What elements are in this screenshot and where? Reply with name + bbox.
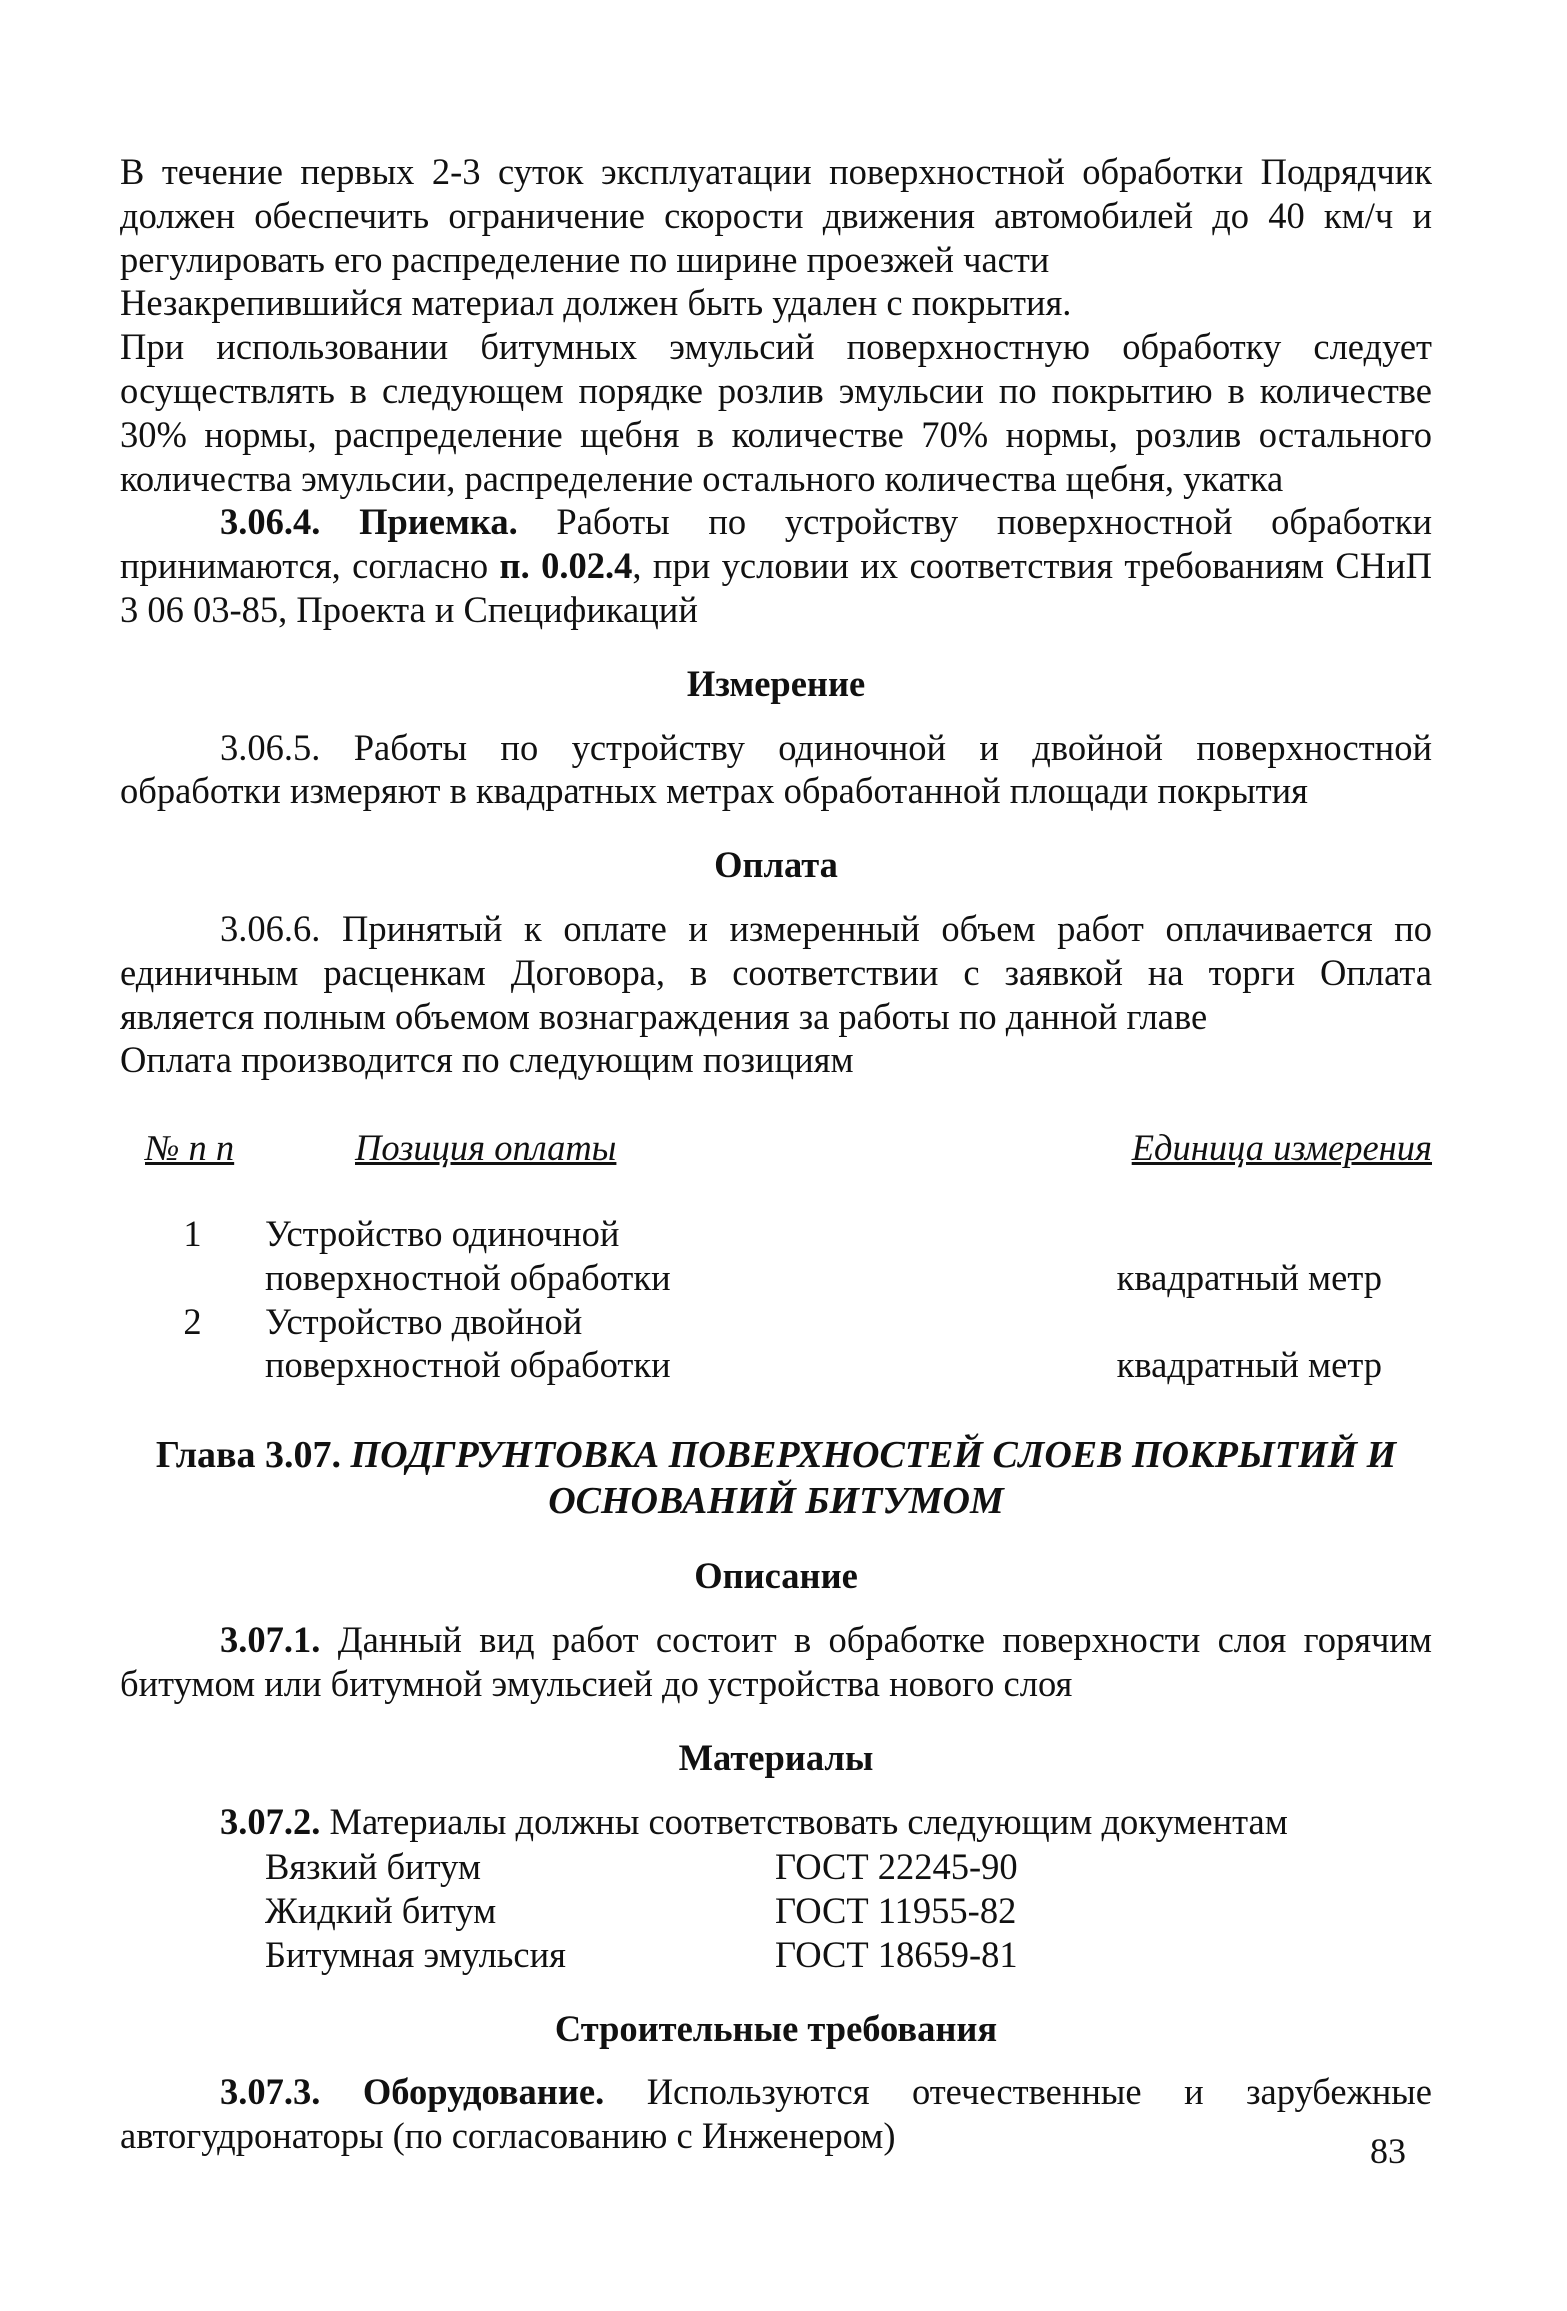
- section-heading-measurement: Измерение: [686, 662, 866, 704]
- list-item: [120, 1889, 1432, 1933]
- chapter-title: ПОДГРУНТОВКА ПОВЕРХНОСТЕЙ СЛОЕВ ПОКРЫТИЙ И ОСНОВАНИЙ БИТУМОМ: [350, 1434, 1397, 1522]
- clause-number: 3.06.6.: [220, 907, 321, 949]
- table-body: [120, 1212, 1432, 1387]
- clause-text: Используются отечественные и зарубежные автогудронаторы (по согласованию с Инженером): [120, 2071, 1433, 2157]
- material-name: Битумная эмульсия: [265, 1933, 566, 1975]
- clause-text: Данный вид работ состоит в обработке поверхности слоя горячим битумом или битумной эмульсией до устройства нового слоя: [120, 1619, 1432, 1704]
- row-unit: квадратный метр: [1116, 1344, 1382, 1386]
- section-heading-payment: Оплата: [714, 844, 838, 886]
- material-standard: ГОСТ 11955-82: [775, 1890, 1017, 1932]
- header-unit: Единица измерения: [1131, 1127, 1432, 1169]
- clause-text: Принятый к оплате и измеренный объем работ оплачивается по единичным расценкам Договора, в соответствии с заявкой на торги Оплата является полным объемом вознаграждения за работы по данной главе: [120, 907, 1432, 1037]
- paragraph-traffic: В течение первых 2-3 суток эксплуатации поверхностной обработки Подрядчик должен обеспечить ограничение скорости движения автомобилей до 40 км/ч и регулировать его распределение по ширине проезжей части: [120, 151, 1432, 280]
- clause-text: , при условии их соответствия требованиям СНиП 3 06 03-85, Проекта и Спецификаций: [120, 545, 1433, 630]
- clause-title: Приемка.: [359, 501, 518, 543]
- paragraph-acceptance: [120, 500, 1432, 631]
- materials-list: [120, 1845, 1432, 1976]
- paragraph-measurement: [120, 726, 1432, 814]
- material-name: Жидкий битум: [265, 1890, 497, 1932]
- row-number: 1: [183, 1212, 202, 1254]
- clause-number: 3.07.2.: [220, 1800, 321, 1842]
- material-standard: ГОСТ 18659-81: [775, 1933, 1018, 1975]
- page-number: 83: [1370, 2131, 1406, 2171]
- header-position: Позиция оплаты: [355, 1127, 617, 1169]
- clause-reference: п. 0.02.4: [499, 545, 633, 587]
- table-header: [120, 1126, 1432, 1170]
- paragraph-description: [120, 1618, 1432, 1706]
- list-item: [120, 1933, 1432, 1977]
- paragraph-materials: [120, 1800, 1432, 1844]
- material-name: Вязкий битум: [265, 1846, 481, 1888]
- clause-title: Оборудование.: [362, 2071, 605, 2113]
- section-heading-construction: Строительные требования: [554, 2007, 998, 2049]
- clause-text: Работы по устройству одиночной и двойной поверхностной обработки измеряют в квадратных метрах обработанной площади покрытия: [120, 726, 1432, 812]
- chapter-heading: [120, 1433, 1432, 1524]
- clause-number: 3.06.5.: [220, 726, 321, 768]
- paragraph-loose-material: Незакрепившийся материал должен быть удален с покрытия.: [120, 282, 1072, 324]
- table-row: [120, 1212, 1432, 1300]
- paragraph-emulsion-order: При использовании битумных эмульсий поверхностную обработку следует осуществлять в следующем порядке розлив эмульсии по покрытию в количестве 30% нормы, распределение щебня в количестве 70% нормы, розлив остального количества эмульсии, распределение остального количества щебня, укатка: [120, 326, 1432, 499]
- paragraph-equipment: [120, 2070, 1432, 2158]
- section-heading-description: Описание: [694, 1555, 858, 1597]
- list-item: [120, 1845, 1432, 1889]
- material-standard: ГОСТ 22245-90: [775, 1846, 1018, 1888]
- row-position: Устройство двойной поверхностной обработки: [265, 1300, 671, 1386]
- row-unit: квадратный метр: [1116, 1256, 1382, 1298]
- row-position: Устройство одиночной поверхностной обработки: [265, 1212, 671, 1298]
- payment-table: [120, 1126, 1432, 1387]
- paragraph-payment-items: Оплата производится по следующим позициям: [120, 1039, 854, 1081]
- clause-text: Работы по устройству поверхностной обработки принимаются, согласно: [120, 501, 1432, 587]
- clause-number: 3.06.4.: [220, 501, 321, 543]
- section-heading-materials: Материалы: [678, 1736, 874, 1778]
- chapter-label: Глава 3.07.: [155, 1434, 342, 1477]
- row-number: 2: [183, 1300, 202, 1342]
- table-row: [120, 1300, 1432, 1388]
- clause-number: 3.07.1.: [220, 1619, 321, 1661]
- header-number: № п п: [145, 1127, 235, 1169]
- paragraph-payment: [120, 907, 1432, 1038]
- clause-text: Материалы должны соответствовать следующим документам: [329, 1800, 1288, 1842]
- clause-number: 3.07.3.: [220, 2071, 321, 2113]
